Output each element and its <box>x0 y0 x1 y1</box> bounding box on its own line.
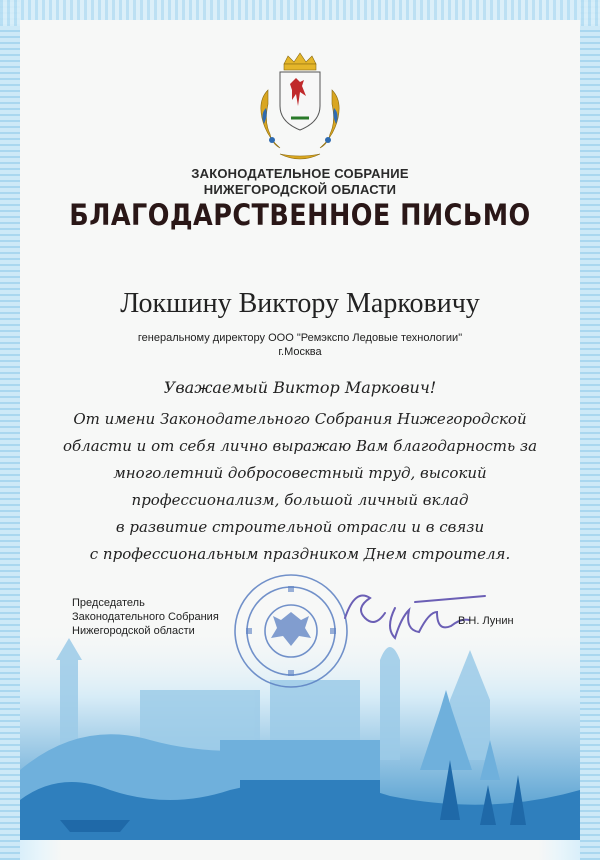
recipient-city: г.Москва <box>278 346 322 358</box>
organization-line-2: НИЖЕГОРОДСКОЙ ОБЛАСТИ <box>203 182 397 197</box>
handwritten-signature <box>325 578 505 648</box>
letter-line: От имени Законодательного Собрания Нижегородской <box>73 410 527 428</box>
letter-line: области и от себя лично выражаю Вам благодарность за <box>62 437 538 455</box>
recipient-name: Локшину Виктору Марковичу <box>120 288 480 319</box>
signatory-name: В.Н. Лунин <box>458 615 514 627</box>
letter-line: профессионализм, большой личный вклад <box>131 491 469 509</box>
right-border-band <box>580 0 600 860</box>
left-border-band <box>0 0 20 860</box>
signatory-title-line-3: Нижегородской области <box>72 625 195 637</box>
signatory-title-line-2: Законодательного Собрания <box>72 611 219 623</box>
signatory-title-line-1: Председатель <box>72 597 145 609</box>
letter-greeting: Уважаемый Виктор Маркович! <box>163 378 437 397</box>
coat-of-arms-icon <box>250 50 350 162</box>
letter-line: в развитие строительной отрасли и в связи <box>115 518 485 536</box>
document-title: БЛАГОДАРСТВЕННОЕ ПИСЬМО <box>69 198 531 232</box>
organization-line-1: ЗАКОНОДАТЕЛЬНОЕ СОБРАНИЕ <box>191 166 409 181</box>
letter-line: с профессиональным праздником Днем строителя. <box>89 545 511 563</box>
recipient-position: генеральному директору ООО "Ремэкспо Ледовые технологии" <box>137 332 463 344</box>
letter-line: многолетний добросовестный труд, высокий <box>113 464 487 482</box>
